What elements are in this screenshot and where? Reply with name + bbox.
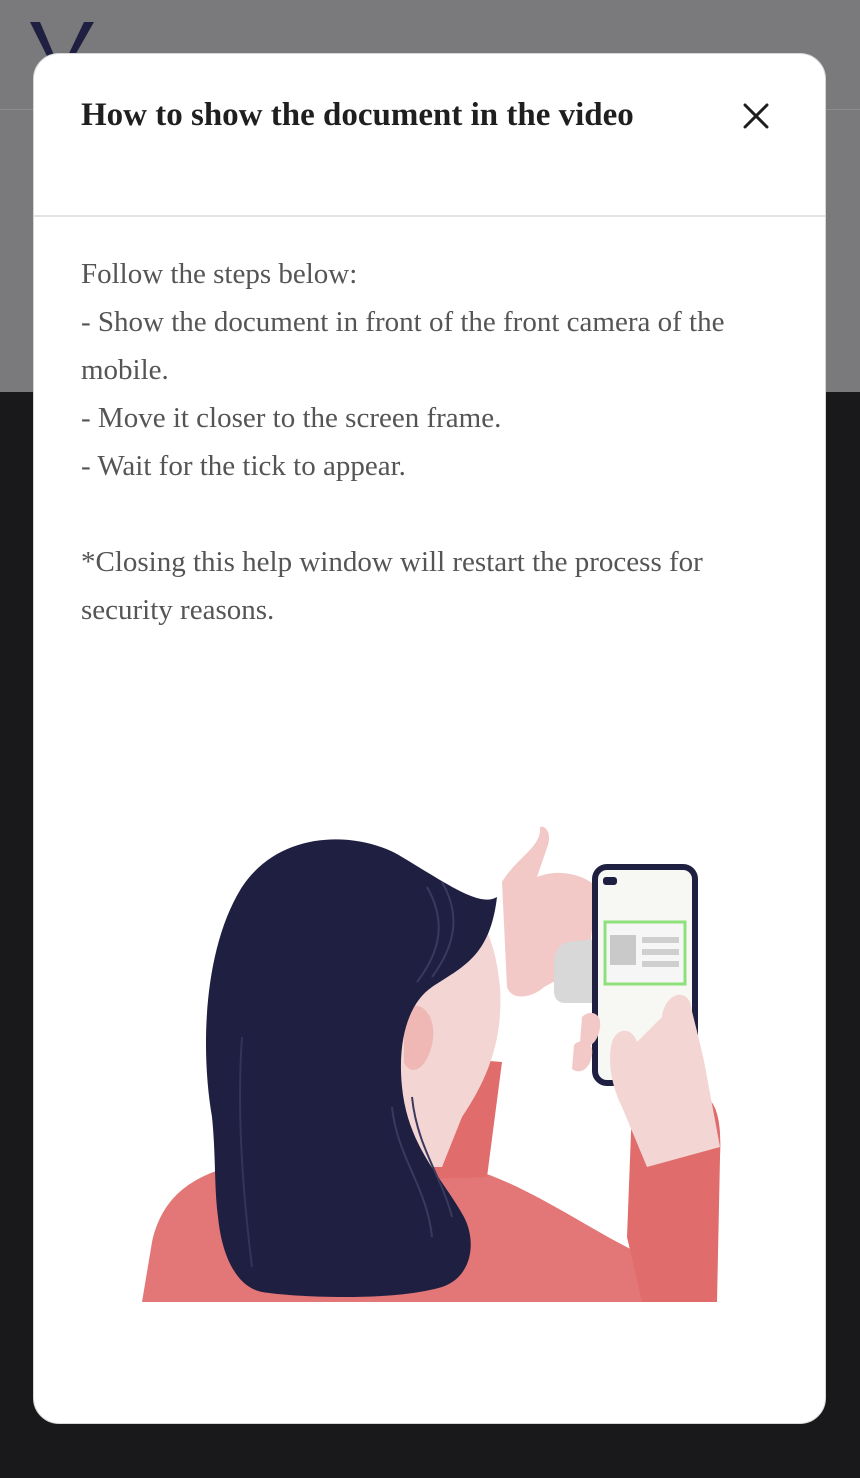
security-note: *Closing this help window will restart the process for security reasons.	[81, 546, 703, 626]
modal-header	[34, 54, 825, 217]
close-icon	[734, 94, 778, 138]
modal-title: How to show the document in the video	[81, 97, 634, 133]
close-button[interactable]	[734, 94, 778, 138]
woman-holding-document-and-phone-illustration	[142, 787, 722, 1302]
help-modal	[33, 53, 826, 1424]
instruction-step: - Move it closer to the screen frame.	[81, 402, 502, 434]
instructions-intro: Follow the steps below:	[81, 258, 358, 290]
modal-body	[81, 250, 781, 634]
instruction-step: - Wait for the tick to appear.	[81, 450, 406, 482]
v-logo-icon	[30, 4, 94, 56]
instruction-step: - Show the document in front of the front camera of the mobile.	[81, 306, 725, 386]
